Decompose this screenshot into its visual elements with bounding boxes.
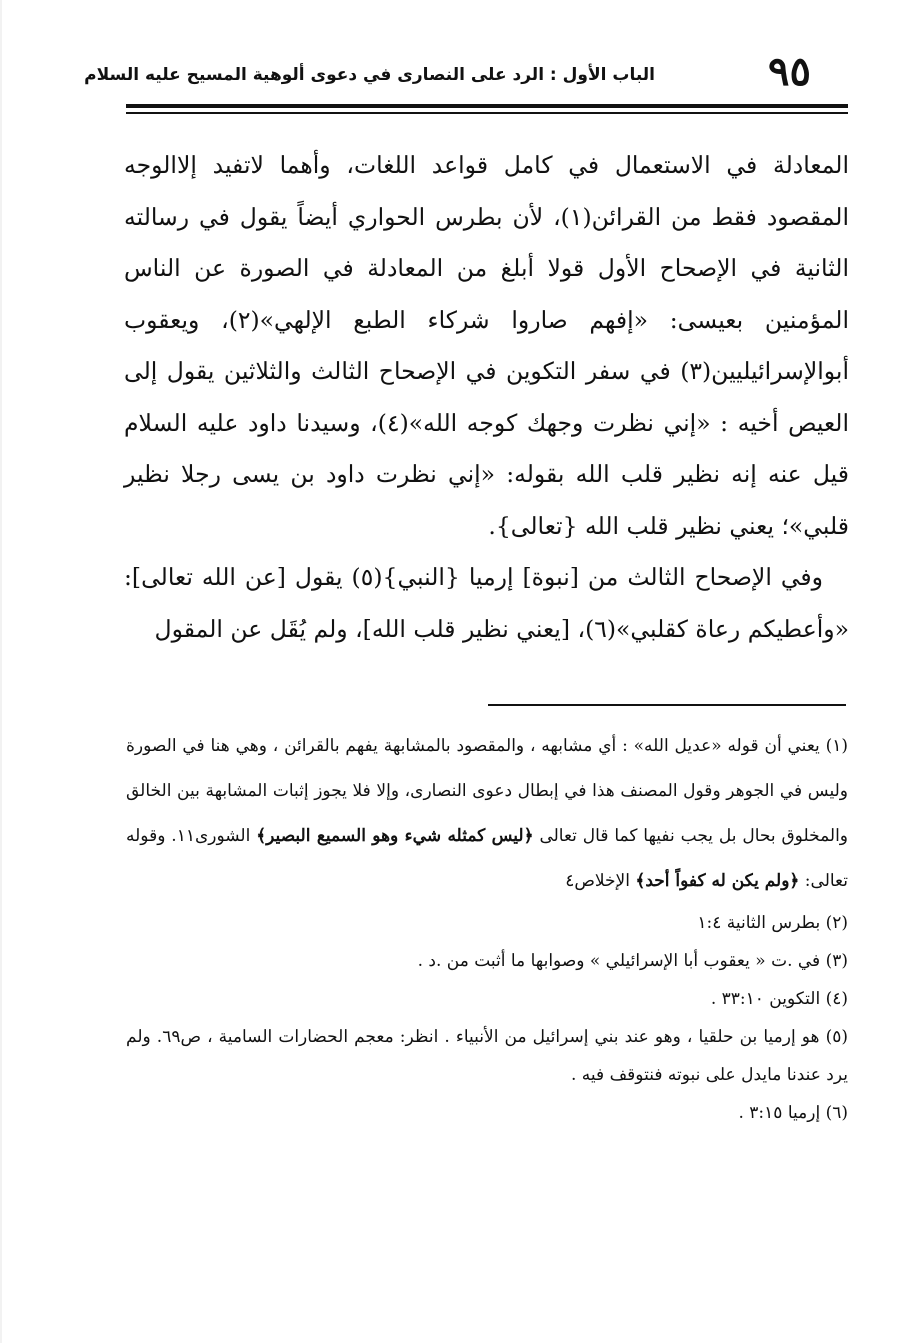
footnote-1-ref-2: الإخلاص٤ <box>565 871 630 891</box>
footnote-1-ref-1: الشورى١١. وقوله تعالى: <box>126 826 848 891</box>
footnote-separator <box>488 704 846 706</box>
footnotes <box>126 724 848 1132</box>
footnote-6: (٦) إرميا ٣:١٥ . <box>738 1103 848 1123</box>
footnote-3: (٣) في .ت « يعقوب أبا الإسرائيلي » وصوابها ما أثبت من .د . <box>417 951 848 971</box>
footnote-2: (٢) بطرس الثانية ١:٤ <box>697 913 848 933</box>
footnote-1-text: (١) يعني أن قوله «عديل الله» : أي مشابهه ، والمقصود بالمشابهة يفهم بالقرائن ، وهي هنا في الصورة وليس في الجوهر وقول المصنف هذا في إبطال دعوى النصارى، وإلا فلا يجوز إثبات المشابهة بين الخالق والمخلوق بحال بل يجب نفيها كما قال تعالى <box>126 736 849 846</box>
footnote-5: (٥) هو إرميا بن حلقيا ، وهو عند بني إسرائيل من الأنبياء . انظر: معجم الحضارات السامية ، ص٦٩. ولم يرد عندنا مايدل على نبوته فنتوقف فيه . <box>126 1027 848 1085</box>
quran-verse-2: ﴿ولم يكن له كفواً أحد﴾ <box>635 871 800 891</box>
paragraph-1: المعادلة في الاستعمال في كامل قواعد اللغات، وأهما لاتفيد إلاالوجه المقصود فقط من القرائن(١)، لأن بطرس الحواري أيضاً يقول في رسالته الثانية في الإصحاح الأول قولا أبلغ من المعادلة في الصورة عن الناس المؤمنين بعيسى: «إفهم صاروا شركاء الطبع الإلهي»(٢)، ويعقوب أبوالإسرائيليين(٣) في سفر التكوين في الإصحاح الثالث والثلاثين يقول إلى العيص أخيه : «إني نظرت وجهك كوجه الله»(٤)، وسيدنا داود عليه السلام قيل عنه إنه نظير قلب الله بقوله: «إني نظرت داود بن يسى رجلا نظير قلبي»؛ يعني نظير قلب الله {تعالى}. <box>124 151 850 540</box>
footnote-1 <box>126 724 848 904</box>
main-text <box>124 140 849 655</box>
header-rule-thin <box>126 112 848 114</box>
page-number: ٩٥ <box>768 48 811 95</box>
page-edge <box>0 0 2 1343</box>
header-rule-thick <box>126 104 848 108</box>
paragraph-2: وفي الإصحاح الثالث من [نبوة] إرميا {النبي}(٥) يقول [عن الله تعالى]: «وأعطيكم رعاة كقلبي»(٦)، [يعني نظير قلب الله]، ولم يُقَل عن المقول <box>124 563 849 643</box>
footnote-4: (٤) التكوين ٣٣:١٠ . <box>710 989 848 1009</box>
running-header: الباب الأول : الرد على النصارى في دعوى ألوهية المسيح عليه السلام <box>84 65 655 85</box>
quran-verse-1: ﴿ليس كمثله شيء وهو السميع البصير﴾ <box>256 826 534 846</box>
